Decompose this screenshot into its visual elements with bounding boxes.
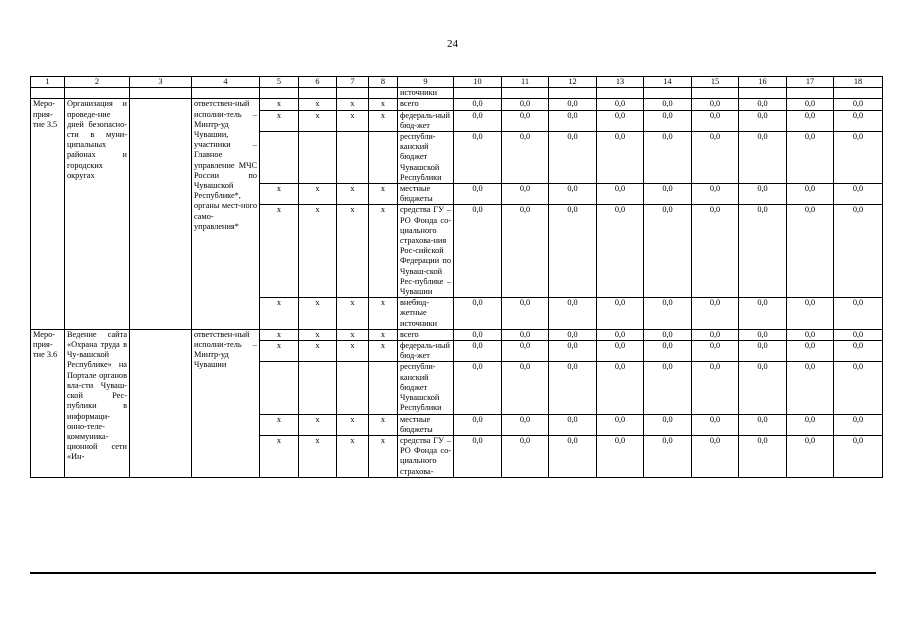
value-cell: 0,0 [739,184,787,205]
value-cell: 0,0 [644,414,692,435]
empty-cell [130,88,192,99]
value-cell: 0,0 [739,341,787,362]
value-cell: 0,0 [644,110,692,131]
value-cell: 0,0 [502,110,549,131]
code-cell: х [260,184,299,205]
empty-cell [260,362,299,414]
value-cell: 0,0 [692,205,739,298]
budget-table [30,76,883,478]
empty-cell [260,132,299,184]
value-cell: 0,0 [549,414,597,435]
page-number: 24 [447,38,458,50]
value-cell: 0,0 [597,329,644,340]
code-cell: х [299,298,337,330]
code-cell: х [369,329,398,340]
value-cell: 0,0 [692,110,739,131]
event-name-cell: Ведение сайта «Охрана труда в Чу-вашской Республике» на Портале органов вла-сти Чуваш-ской Рес-публики в информаци-онно-теле-коммуника-ционной сети «Ин- [65,329,130,477]
value-cell: 0,0 [739,435,787,477]
empty-cell [454,88,502,99]
value-cell: 0,0 [787,341,834,362]
code-cell: х [369,110,398,131]
source-cell: федераль-ный бюд-жет [398,341,454,362]
col-header: 8 [369,77,398,88]
empty-cell [65,88,130,99]
code-cell: х [260,205,299,298]
value-cell: 0,0 [549,298,597,330]
value-cell: 0,0 [692,329,739,340]
col-header: 1 [31,77,65,88]
table-row [31,99,883,110]
value-cell: 0,0 [739,329,787,340]
col-header: 2 [65,77,130,88]
source-cell: местные бюджеты [398,184,454,205]
value-cell: 0,0 [739,99,787,110]
value-cell: 0,0 [454,329,502,340]
value-cell: 0,0 [454,341,502,362]
code-cell: х [369,414,398,435]
code-cell: х [299,184,337,205]
code-cell: х [299,205,337,298]
value-cell: 0,0 [502,298,549,330]
code-cell: х [369,184,398,205]
event-cell: Меро- прия- тие 3.5 [31,99,65,329]
value-cell: 0,0 [597,110,644,131]
col-header: 12 [549,77,597,88]
source-cell: средства ГУ – РО Фонда со-циального страхова- [398,435,454,477]
code-cell: х [369,205,398,298]
value-cell: 0,0 [834,110,883,131]
empty-cell [549,88,597,99]
value-cell: 0,0 [787,184,834,205]
value-cell: 0,0 [502,132,549,184]
col-header: 16 [739,77,787,88]
value-cell: 0,0 [549,184,597,205]
source-cell: внебюд-жетные источники [398,298,454,330]
empty-cell [337,88,369,99]
value-cell: 0,0 [502,329,549,340]
value-cell: 0,0 [787,362,834,414]
value-cell: 0,0 [644,362,692,414]
value-cell: 0,0 [597,341,644,362]
empty-cell [130,99,192,329]
value-cell: 0,0 [502,205,549,298]
empty-cell [597,88,644,99]
value-cell: 0,0 [502,414,549,435]
value-cell: 0,0 [549,110,597,131]
source-cell: республи-канский бюджет Чувашской Республики [398,132,454,184]
value-cell: 0,0 [549,205,597,298]
table-row [31,88,883,99]
value-cell: 0,0 [549,362,597,414]
source-cell: республи-канский бюджет Чувашской Республики [398,362,454,414]
value-cell: 0,0 [502,435,549,477]
code-cell: х [337,205,369,298]
empty-cell [192,88,260,99]
value-cell: 0,0 [454,184,502,205]
code-cell: х [260,435,299,477]
value-cell: 0,0 [692,362,739,414]
value-cell: 0,0 [549,99,597,110]
code-cell: х [337,99,369,110]
value-cell: 0,0 [834,132,883,184]
empty-cell [692,88,739,99]
value-cell: 0,0 [787,298,834,330]
value-cell: 0,0 [549,132,597,184]
code-cell: х [369,341,398,362]
empty-cell [299,362,337,414]
value-cell: 0,0 [787,435,834,477]
col-header: 15 [692,77,739,88]
col-header: 10 [454,77,502,88]
value-cell: 0,0 [597,435,644,477]
value-cell: 0,0 [644,341,692,362]
code-cell: х [299,435,337,477]
value-cell: 0,0 [454,99,502,110]
value-cell: 0,0 [597,99,644,110]
value-cell: 0,0 [549,435,597,477]
value-cell: 0,0 [692,435,739,477]
empty-cell [644,88,692,99]
value-cell: 0,0 [597,298,644,330]
value-cell: 0,0 [787,99,834,110]
value-cell: 0,0 [454,435,502,477]
empty-cell [130,329,192,477]
value-cell: 0,0 [692,132,739,184]
source-cell: источники [398,88,454,99]
source-cell: всего [398,329,454,340]
value-cell: 0,0 [644,132,692,184]
code-cell: х [369,298,398,330]
empty-cell [739,88,787,99]
value-cell: 0,0 [502,341,549,362]
empty-cell [834,88,883,99]
col-header: 18 [834,77,883,88]
value-cell: 0,0 [597,414,644,435]
value-cell: 0,0 [644,435,692,477]
value-cell: 0,0 [454,298,502,330]
value-cell: 0,0 [549,341,597,362]
code-cell: х [337,110,369,131]
value-cell: 0,0 [787,110,834,131]
value-cell: 0,0 [502,362,549,414]
code-cell: х [299,341,337,362]
value-cell: 0,0 [454,110,502,131]
empty-cell [260,88,299,99]
value-cell: 0,0 [834,184,883,205]
value-cell: 0,0 [597,205,644,298]
empty-cell [369,362,398,414]
empty-cell [369,88,398,99]
code-cell: х [260,298,299,330]
executor-cell: ответствен-ный исполни-тель – Минтр-уд Чувашии, участники – Главное управление МЧС России по Чувашской Республике*, органы мест-ного само-управления* [192,99,260,329]
value-cell: 0,0 [739,362,787,414]
value-cell: 0,0 [834,414,883,435]
col-header: 9 [398,77,454,88]
event-name-cell: Организация и проведе-ние дней безопасно-сти в муни-ципальных районах и городских округах [65,99,130,329]
empty-cell [369,132,398,184]
value-cell: 0,0 [739,132,787,184]
value-cell: 0,0 [454,132,502,184]
value-cell: 0,0 [692,298,739,330]
value-cell: 0,0 [834,341,883,362]
empty-cell [299,88,337,99]
source-cell: местные бюджеты [398,414,454,435]
executor-cell: ответствен-ный исполни-тель – Минтр-уд Чувашии [192,329,260,477]
value-cell: 0,0 [644,329,692,340]
empty-cell [31,88,65,99]
source-cell: федераль-ный бюд-жет [398,110,454,131]
col-header: 14 [644,77,692,88]
code-cell: х [260,329,299,340]
col-header: 7 [337,77,369,88]
col-header: 17 [787,77,834,88]
code-cell: х [299,110,337,131]
value-cell: 0,0 [454,414,502,435]
value-cell: 0,0 [692,341,739,362]
value-cell: 0,0 [644,99,692,110]
value-cell: 0,0 [692,99,739,110]
value-cell: 0,0 [597,132,644,184]
empty-cell [337,132,369,184]
value-cell: 0,0 [454,362,502,414]
source-cell: средства ГУ – РО Фонда со-циального страхова-ния Рос-сийской Федерации по Чуваш-ской Рес-публике – Чувашии [398,205,454,298]
col-header: 13 [597,77,644,88]
empty-cell [337,362,369,414]
value-cell: 0,0 [834,329,883,340]
code-cell: х [369,99,398,110]
code-cell: х [299,329,337,340]
col-header: 4 [192,77,260,88]
value-cell: 0,0 [739,414,787,435]
col-header: 5 [260,77,299,88]
value-cell: 0,0 [644,205,692,298]
empty-cell [787,88,834,99]
code-cell: х [337,341,369,362]
value-cell: 0,0 [454,205,502,298]
header-row [31,77,883,88]
col-header: 3 [130,77,192,88]
code-cell: х [337,298,369,330]
value-cell: 0,0 [692,184,739,205]
value-cell: 0,0 [739,110,787,131]
code-cell: х [260,110,299,131]
value-cell: 0,0 [787,329,834,340]
empty-cell [502,88,549,99]
value-cell: 0,0 [834,205,883,298]
code-cell: х [299,99,337,110]
code-cell: х [337,435,369,477]
value-cell: 0,0 [739,205,787,298]
value-cell: 0,0 [834,298,883,330]
code-cell: х [299,414,337,435]
code-cell: х [260,99,299,110]
code-cell: х [337,329,369,340]
value-cell: 0,0 [787,132,834,184]
table-bottom-edge [30,572,876,574]
value-cell: 0,0 [549,329,597,340]
value-cell: 0,0 [502,99,549,110]
empty-cell [299,132,337,184]
value-cell: 0,0 [787,414,834,435]
code-cell: х [337,414,369,435]
value-cell: 0,0 [834,99,883,110]
code-cell: х [260,414,299,435]
table-row [31,329,883,340]
value-cell: 0,0 [739,298,787,330]
code-cell: х [337,184,369,205]
value-cell: 0,0 [644,184,692,205]
code-cell: х [369,435,398,477]
value-cell: 0,0 [597,184,644,205]
value-cell: 0,0 [644,298,692,330]
value-cell: 0,0 [502,184,549,205]
code-cell: х [260,341,299,362]
event-cell: Меро- прия- тие 3.6 [31,329,65,477]
value-cell: 0,0 [834,362,883,414]
value-cell: 0,0 [834,435,883,477]
value-cell: 0,0 [692,414,739,435]
col-header: 11 [502,77,549,88]
value-cell: 0,0 [787,205,834,298]
source-cell: всего [398,99,454,110]
col-header: 6 [299,77,337,88]
value-cell: 0,0 [597,362,644,414]
